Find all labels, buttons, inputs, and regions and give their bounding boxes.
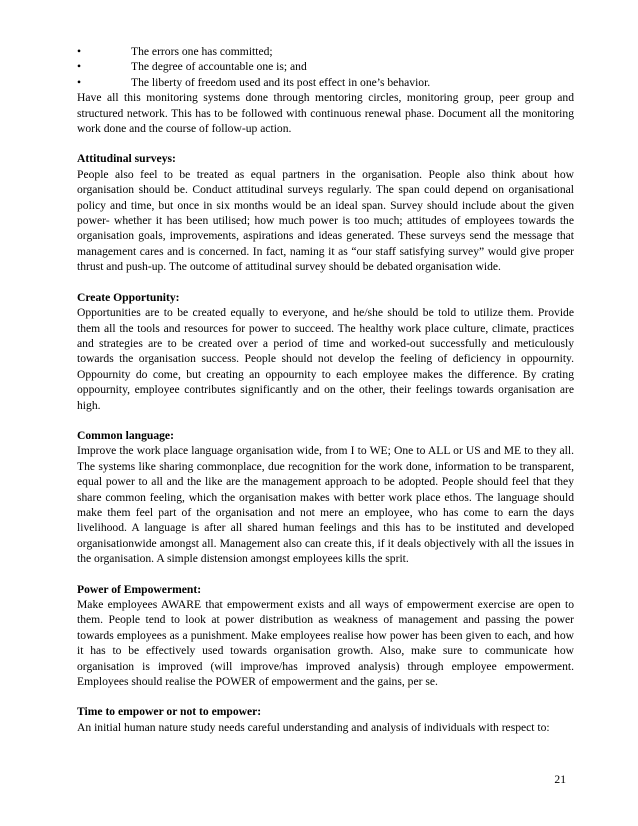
bullet-text: The errors one has committed; — [131, 45, 273, 58]
section-time-to-empower — [77, 704, 574, 735]
section-body: Make employees AWARE that empowerment exists and all ways of empowerment exercise are open to them. People tend to look at power distribution as weakness of management and passing the power towards employees as a punishment. Make employees realise how power has been given to each, and how it has to be effectively used towards organisation growth. Also, make sure to communicate how organisation is improved (will improve/has improved analysis) through employee empowerment. Employees should realise the POWER of empowerment and the gains, per se. — [77, 598, 574, 689]
document-page — [77, 44, 574, 735]
section-power-of-empowerment — [77, 582, 574, 690]
section-heading: Power of Empowerment: — [77, 582, 202, 596]
section-create-opportunity — [77, 290, 574, 413]
section-body: An initial human nature study needs careful understanding and analysis of individuals with respect to: — [77, 720, 550, 734]
bullet-list — [77, 44, 574, 90]
section-heading: Attitudinal surveys: — [77, 152, 176, 166]
bullet-dot: • — [77, 45, 82, 58]
bullet-item — [77, 59, 574, 74]
section-body: Improve the work place language organisation wide, from I to WE; One to ALL or US and ME to they all. The systems like sharing commonplace, due recognition for the work done, information to be transparent, equal power to all and the like are the management approach to be adopted. People should feel that they share common feeling, which the organisation makes with better work place ethos. The language should make them feel part of the organisation and not mere an employee, who has come to earn the days livelihood. A language is after all shared human feelings and this has to be instituted and developed organisationwide amongst all. Management also can create this, if it deals objectively with all the issues in the organisation. A simple distension amongst employees kills the sprit. — [77, 444, 574, 566]
section-heading: Create Opportunity: — [77, 290, 180, 304]
bullet-item — [77, 75, 574, 90]
section-common-language — [77, 428, 574, 567]
bullet-dot: • — [77, 60, 82, 74]
section-body: People also feel to be treated as equal partners in the organisation. People also think about how organisation should be. Conduct attitudinal surveys regularly. The span could depend on organisational policy and time, but once in six months would be an ideal span. Survey should include about the given power- whether it has been utilised; how much power is too much; attitudes of employees towards the organisation goals, improvements, aspirations and ideas generated. These surveys send the message that management cares and is concerned. In fact, naming it as “our staff satisfying survey” would give proper thrust and push-up. The outcome of attitudinal survey should be debated organisation wide. — [77, 167, 574, 274]
section-body: Opportunities are to be created equally to everyone, and he/she should be told to utilize them. Provide them all the tools and resources for power to succeed. The healthy work place culture, climate, practices and strategies are to be created over a period of time and worked-out successfully and meticulously towards the organisation success. People should not develop the feeling of deficiency in oppournity. Oppournity do come, but creating an oppournity to each employee makes the difference. By crating oppournity, employee contributes significantly and on the other, their feelings towards organisation are high. — [77, 306, 574, 412]
section-heading: Time to empower or not to empower: — [77, 705, 262, 719]
bullet-text: The liberty of freedom used and its post effect in one’s behavior. — [131, 75, 431, 89]
section-attitudinal-surveys — [77, 151, 574, 274]
bullet-item — [77, 44, 574, 59]
bullet-text: The degree of accountable one is; and — [131, 60, 307, 74]
page-number: 21 — [554, 773, 566, 786]
intro-paragraph: Have all this monitoring systems done through mentoring circles, monitoring group, peer group and structured network. This has to be followed with continuous renewal phase. Document all the monitoring work done and the course of follow-up action. — [77, 91, 574, 136]
bullet-dot: • — [77, 75, 82, 89]
section-heading: Common language: — [77, 428, 174, 442]
